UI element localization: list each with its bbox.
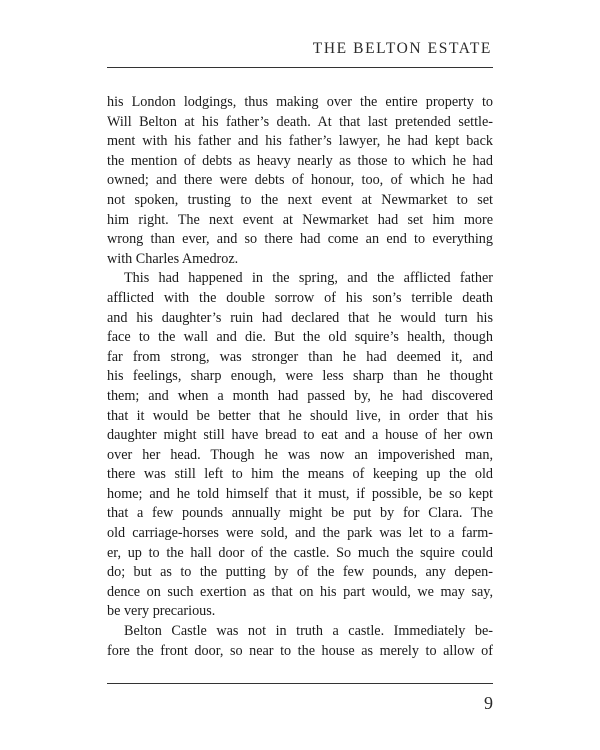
text-line: his feelings, sharp enough, were less sharp than he thought bbox=[107, 368, 493, 385]
text-line: be very precarious. bbox=[107, 603, 216, 620]
text-line: Will Belton at his father’s death. At that last pretended settle- bbox=[107, 113, 493, 130]
text-line: home; and he told himself that it must, if possible, be so kept bbox=[107, 485, 493, 502]
text-line: er, up to the hall door of the castle. So much the squire could bbox=[107, 544, 493, 561]
text-line: do; but as to the putting by of the few pounds, any depen- bbox=[107, 564, 493, 581]
body-text bbox=[107, 93, 493, 661]
text-line: not spoken, trusting to the next event at Newmarket to set bbox=[107, 191, 493, 208]
text-line: fore the front door, so near to the house as merely to allow of bbox=[107, 642, 493, 659]
text-line: and his daughter’s ruin had declared that he would turn his bbox=[107, 309, 493, 326]
text-line: him right. The next event at Newmarket had set him more bbox=[107, 211, 493, 228]
text-line: the mention of debts as heavy nearly as those to which he had bbox=[107, 152, 493, 169]
text-line: owned; and there were debts of honour, too, of which he had bbox=[107, 172, 493, 189]
running-head-title: THE BELTON ESTATE bbox=[312, 40, 492, 57]
text-line: that it would be better that he should live, in order that his bbox=[107, 407, 493, 424]
text-line: dence on such exertion as that on his part would, we may say, bbox=[107, 583, 493, 600]
text-line: with Charles Amedroz. bbox=[107, 250, 239, 267]
paragraph-first-line: Belton Castle was not in truth a castle. Immediately be- bbox=[124, 623, 493, 640]
text-line: over her head. Though he was now an impoverished man, bbox=[107, 446, 493, 463]
text-line: ment with his father and his father’s lawyer, he had kept back bbox=[107, 133, 493, 150]
text-line: his London lodgings, thus making over the entire property to bbox=[107, 94, 493, 110]
page-number: 9 bbox=[484, 693, 493, 713]
text-line: wrong than ever, and so there had come an end to everything bbox=[107, 231, 493, 248]
text-line: that a few pounds annually might be put by for Clara. The bbox=[107, 505, 493, 522]
text-line: daughter might still have bread to eat and a house of her own bbox=[107, 427, 493, 444]
header-rule bbox=[107, 67, 493, 68]
text-line: face to the wall and die. But the old squire’s health, though bbox=[107, 329, 493, 346]
paragraph-first-line: This had happened in the spring, and the afflicted father bbox=[124, 270, 493, 287]
footer-rule bbox=[107, 683, 493, 684]
text-line: them; and when a month had passed by, he had discovered bbox=[107, 387, 493, 404]
text-line: there was still left to him the means of keeping up the old bbox=[107, 466, 493, 483]
text-line: far from strong, was stronger than he had deemed it, and bbox=[107, 348, 493, 365]
text-line: old carriage-horses were sold, and the park was let to a farm- bbox=[107, 525, 493, 542]
text-line: afflicted with the double sorrow of his son’s terrible death bbox=[107, 289, 493, 306]
